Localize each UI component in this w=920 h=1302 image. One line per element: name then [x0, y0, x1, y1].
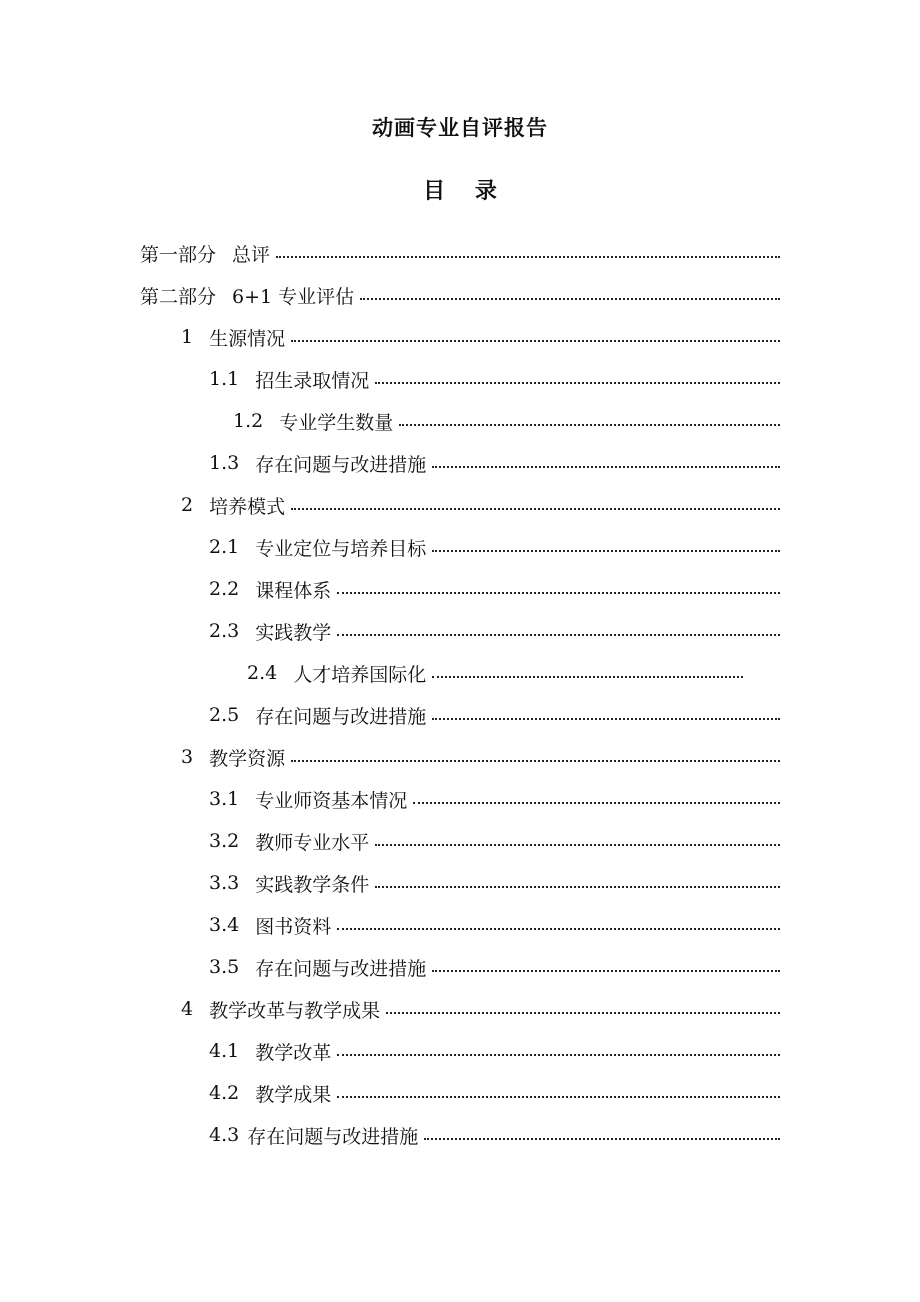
toc-leader-dots	[337, 634, 780, 636]
toc-entry-number: 2.5	[209, 704, 240, 726]
toc-entry[interactable]	[209, 826, 780, 856]
toc-entry-number: 4.1	[209, 1040, 240, 1062]
toc-entry-title: 人才培养国际化	[293, 663, 427, 686]
toc-leader-dots	[337, 1054, 780, 1056]
toc-entry-number: 4	[181, 998, 194, 1020]
toc-entry[interactable]	[209, 952, 780, 982]
toc-heading: 目 录	[423, 179, 497, 204]
toc-entry-title: 教学成果	[255, 1083, 332, 1106]
toc-leader-dots	[432, 676, 743, 678]
toc-leader-dots	[386, 1012, 780, 1014]
document-title: 动画专业自评报告	[372, 116, 548, 140]
toc-leader-dots	[424, 1138, 780, 1140]
toc-entry-number: 2.1	[209, 536, 240, 558]
toc-entry[interactable]	[181, 490, 780, 520]
toc-entry-number: 第二部分	[140, 285, 217, 308]
toc-entry-title: 专业师资基本情况	[255, 789, 408, 812]
toc-leader-dots	[375, 382, 780, 384]
toc-entry-number: 4.3	[209, 1124, 240, 1146]
toc-entry[interactable]	[209, 364, 780, 394]
toc-entry[interactable]	[181, 994, 780, 1024]
toc-leader-dots	[399, 424, 780, 426]
toc-entry-number: 第一部分	[140, 243, 217, 266]
toc-entry-title: 6+1 专业评估	[232, 285, 355, 308]
toc-entry-number: 1.3	[209, 452, 240, 474]
toc-entry-number: 1.2	[233, 410, 264, 432]
toc-leader-dots	[337, 592, 780, 594]
toc-entry[interactable]	[209, 1036, 780, 1066]
toc-entry-title: 图书资料	[255, 915, 332, 938]
toc-leader-dots	[432, 550, 780, 552]
toc-entry[interactable]	[209, 616, 780, 646]
toc-entry-title: 存在问题与改进措施	[247, 1125, 419, 1148]
toc-entry-title: 存在问题与改进措施	[255, 957, 427, 980]
toc-leader-dots	[276, 256, 780, 258]
toc-entry[interactable]	[209, 868, 780, 898]
toc-entry-title: 招生录取情况	[255, 369, 370, 392]
toc-entry[interactable]	[233, 406, 780, 436]
toc-entry-title: 教学资源	[209, 747, 286, 770]
toc-entry-number: 3.1	[209, 788, 240, 810]
toc-leader-dots	[291, 340, 780, 342]
toc-leader-dots	[413, 802, 780, 804]
toc-leader-dots	[375, 886, 780, 888]
toc-entry[interactable]	[209, 700, 780, 730]
toc-entry[interactable]	[209, 1120, 780, 1150]
toc-entry[interactable]	[209, 532, 780, 562]
toc-entry-title: 存在问题与改进措施	[255, 705, 427, 728]
toc-entry[interactable]	[209, 910, 780, 940]
toc-entry-title: 教学改革	[255, 1041, 332, 1064]
toc-entry-number: 2.3	[209, 620, 240, 642]
toc-entry[interactable]	[209, 784, 780, 814]
toc-entry-title: 总评	[232, 243, 271, 266]
toc-leader-dots	[337, 1096, 780, 1098]
toc-entry[interactable]	[181, 742, 780, 772]
toc-entry[interactable]	[140, 238, 780, 268]
toc-entry-number: 2.2	[209, 578, 240, 600]
toc-entry[interactable]	[247, 658, 743, 688]
toc-entry-number: 4.2	[209, 1082, 240, 1104]
toc-entry-number: 2	[181, 494, 194, 516]
toc-entry-number: 2.4	[247, 662, 278, 684]
toc-entry-title: 教学改革与教学成果	[209, 999, 381, 1022]
toc-entry-title: 教师专业水平	[255, 831, 370, 854]
toc-entry-number: 3.3	[209, 872, 240, 894]
toc-entry-number: 3.2	[209, 830, 240, 852]
toc-entry[interactable]	[209, 574, 780, 604]
toc-entry-number: 3.5	[209, 956, 240, 978]
toc-entry[interactable]	[209, 1078, 780, 1108]
toc-entry-number: 1	[181, 326, 194, 348]
toc-entry-number: 3.4	[209, 914, 240, 936]
toc-entry-title: 专业学生数量	[279, 411, 394, 434]
toc-entry-title: 实践教学条件	[255, 873, 370, 896]
toc-entry-title: 存在问题与改进措施	[255, 453, 427, 476]
toc-leader-dots	[291, 760, 780, 762]
toc-entry[interactable]	[209, 448, 780, 478]
toc-leader-dots	[432, 718, 780, 720]
toc-entry-title: 课程体系	[255, 579, 332, 602]
toc-entry[interactable]	[140, 280, 780, 310]
toc-leader-dots	[375, 844, 780, 846]
toc-entry[interactable]	[181, 322, 780, 352]
toc-entry-title: 培养模式	[209, 495, 286, 518]
toc-entry-title: 专业定位与培养目标	[255, 537, 427, 560]
toc-leader-dots	[432, 970, 780, 972]
toc-entry-number: 1.1	[209, 368, 240, 390]
toc-leader-dots	[432, 466, 780, 468]
toc-entry-title: 生源情况	[209, 327, 286, 350]
toc-entry-number: 3	[181, 746, 194, 768]
toc-leader-dots	[337, 928, 780, 930]
toc-entry-title: 实践教学	[255, 621, 332, 644]
toc-leader-dots	[291, 508, 780, 510]
toc-leader-dots	[360, 298, 780, 300]
